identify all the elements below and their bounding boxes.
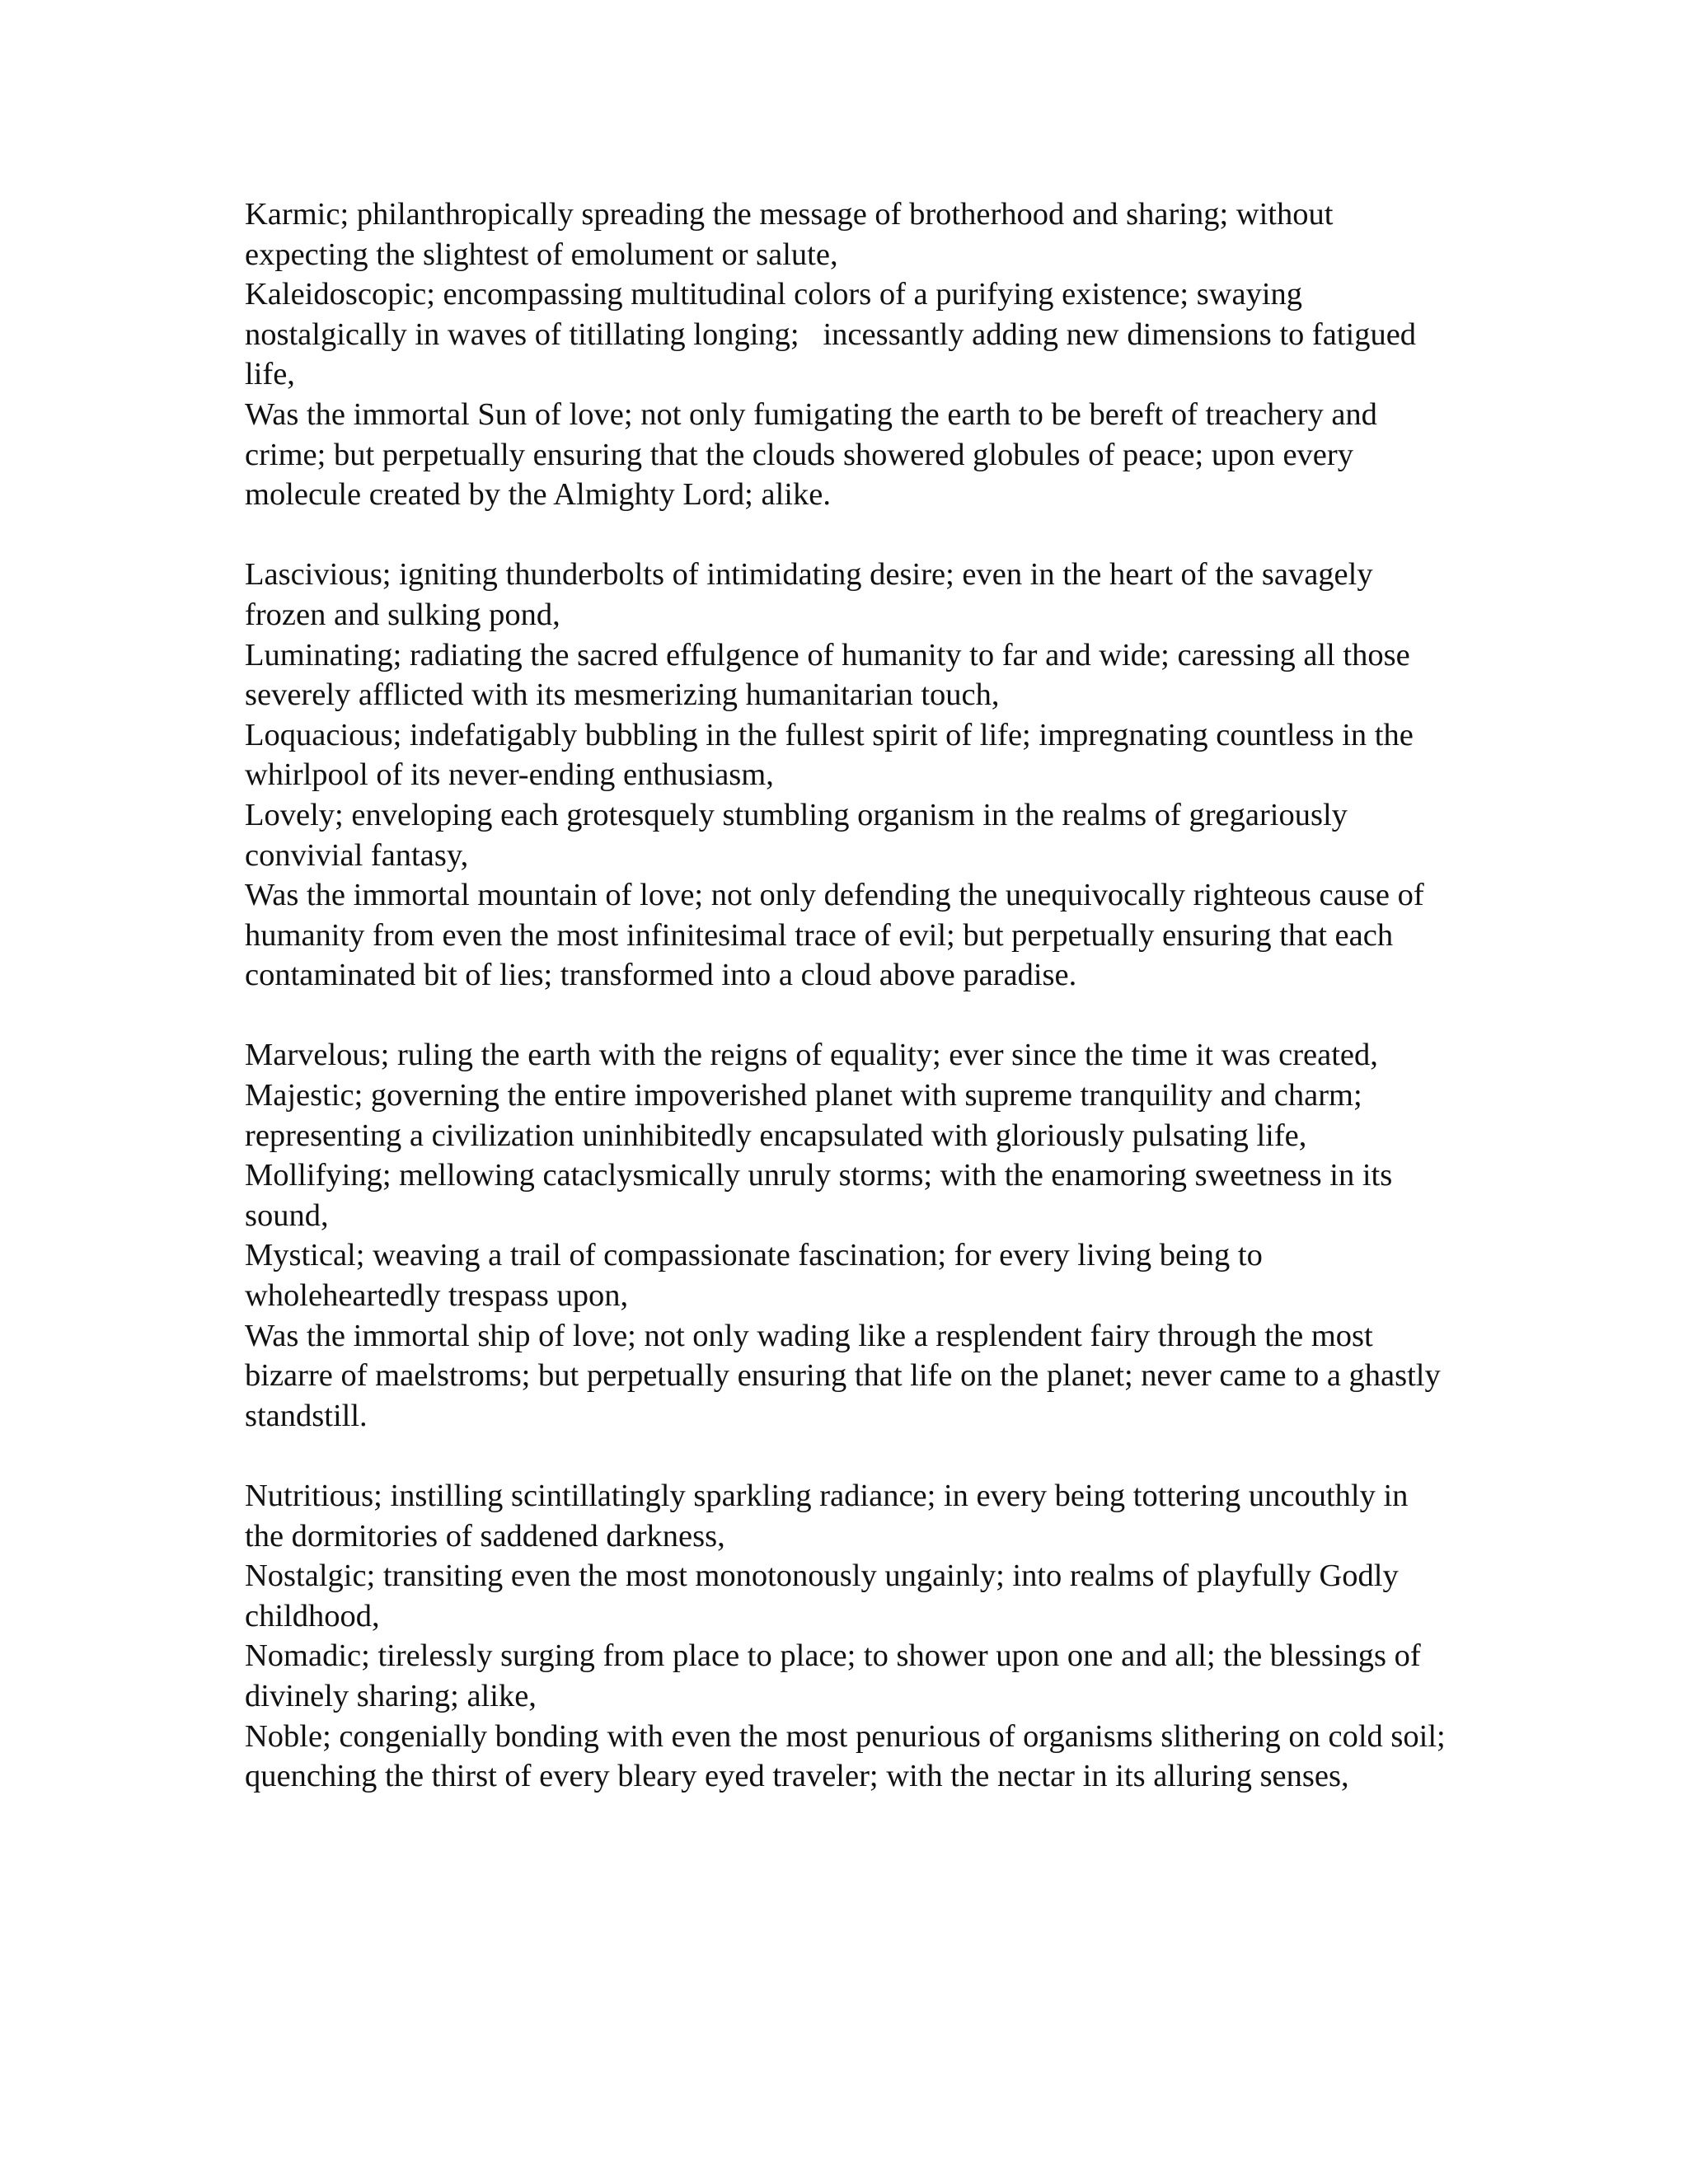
poem-line: Loquacious; indefatigably bubbling in the fullest spirit of life; impregnating countless in the whirlpool of its never-ending enthusiasm, bbox=[245, 717, 1422, 793]
poem-line: Was the immortal mountain of love; not only defending the unequivocally righteous cause of humanity from even the most infinitesimal trace of evil; but perpetually ensuring that each contaminated bit of lies; transformed into a cloud above paradise. bbox=[245, 878, 1432, 993]
poem-line: Noble; congenially bonding with even the most penurious of organisms slithering on cold soil; quenching the thirst of every bleary eyed traveler; with the nectar in its alluring senses, bbox=[245, 1718, 1454, 1794]
poem-text bbox=[245, 194, 1454, 1836]
poem-line: Mollifying; mellowing cataclysmically unruly storms; with the enamoring sweetness in its sound, bbox=[245, 1158, 1400, 1233]
stanza-3 bbox=[245, 1035, 1448, 1436]
poem-line: Lascivious; igniting thunderbolts of intimidating desire; even in the heart of the savagely frozen and sulking pond, bbox=[245, 557, 1381, 632]
poem-line: Nutritious; instilling scintillatingly sparkling radiance; in every being tottering uncouthly in the dormitories of saddened darkness, bbox=[245, 1479, 1417, 1554]
poem-line: Nostalgic; transiting even the most monotonously ungainly; into realms of playfully Godly childhood, bbox=[245, 1558, 1407, 1633]
stanza-2 bbox=[245, 555, 1448, 996]
poem-line: Lovely; enveloping each grotesquely stumbling organism in the realms of gregariously convivial fantasy, bbox=[245, 797, 1356, 873]
poem-line: Nomadic; tirelessly surging from place to place; to shower upon one and all; the blessings of divinely sharing; alike, bbox=[245, 1638, 1429, 1713]
poem-line: Mystical; weaving a trail of compassionate fascination; for every living being to wholeheartedly trespass upon, bbox=[245, 1238, 1271, 1314]
poem-line: Was the immortal Sun of love; not only fumigating the earth to be bereft of treachery and crime; but perpetually ensuring that the clouds showered globules of peace; upon every molecule created by the Almighty Lord; alike. bbox=[245, 396, 1386, 513]
poem-line: Karmic; philanthropically spreading the message of brotherhood and sharing; without expecting the slightest of emolument or salute, bbox=[245, 197, 1342, 272]
poem-line: Marvelous; ruling the earth with the reigns of equality; ever since the time it was created, bbox=[245, 1038, 1378, 1073]
poem-line: Was the immortal ship of love; not only wading like a resplendent fairy through the most bizarre of maelstroms; but perpetually ensuring that life on the planet; never came to a ghastly standstill. bbox=[245, 1318, 1449, 1433]
poem-line: Luminating; radiating the sacred effulgence of humanity to far and wide; caressing all those severely afflicted with its mesmerizing humanitarian touch, bbox=[245, 637, 1418, 713]
stanza-4 bbox=[245, 1476, 1454, 1797]
poem-line: Majestic; governing the entire impoverished planet with supreme tranquility and charm; representing a civilization uninhibitedly encapsulated with gloriously pulsating life, bbox=[245, 1078, 1371, 1153]
poem-line: Kaleidoscopic; encompassing multitudinal colors of a purifying existence; swaying nostalgically in waves of titillating longing; incessantly adding new dimensions to fatigued life, bbox=[245, 277, 1424, 392]
stanza-1 bbox=[245, 194, 1448, 515]
